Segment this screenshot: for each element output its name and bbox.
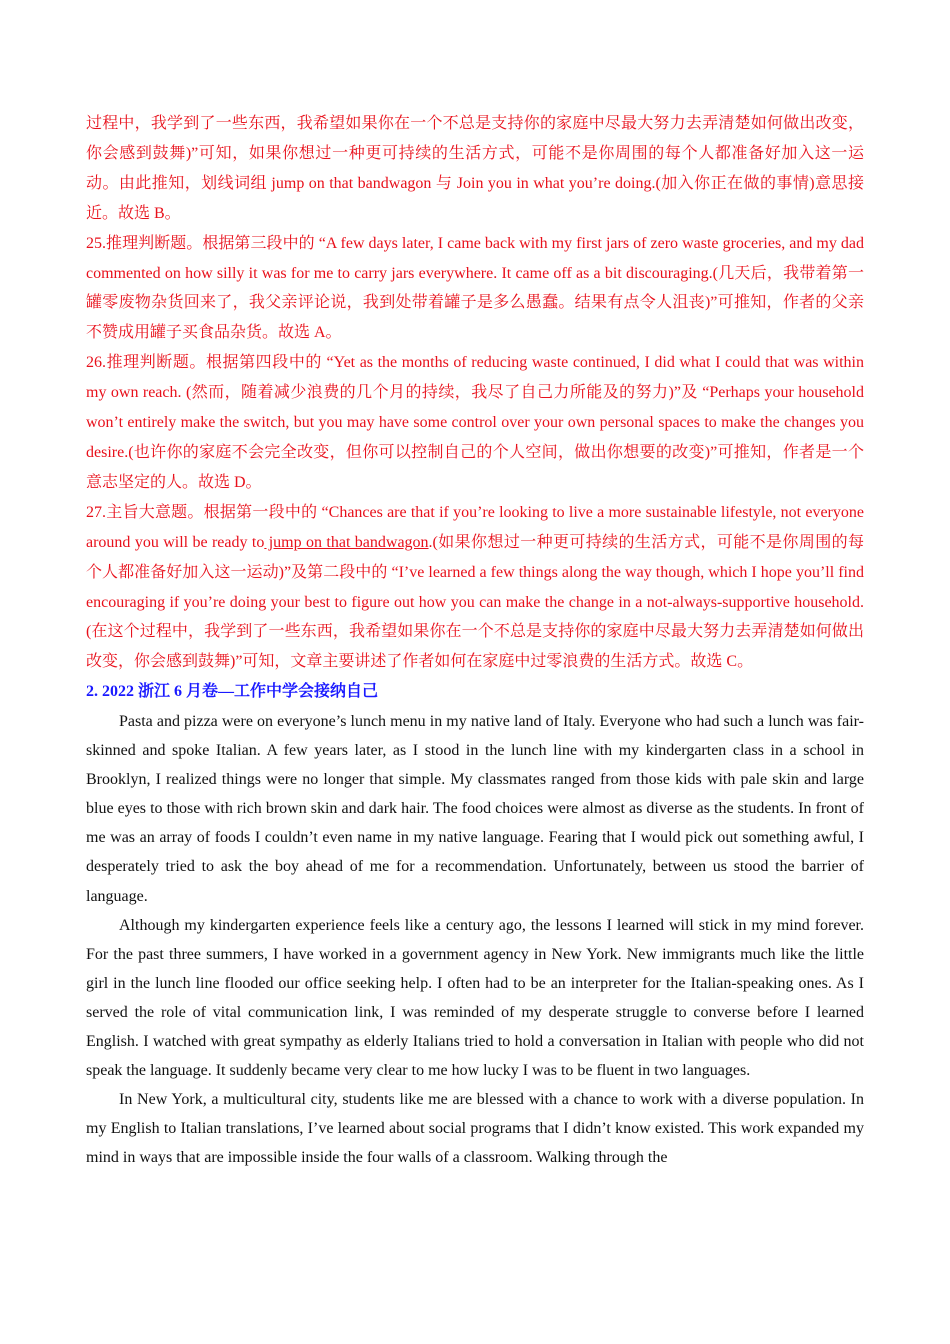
section-heading: 2. 2022 浙江 6 月卷—工作中学会接纳自己 bbox=[86, 683, 379, 701]
passage-paragraph-3: In New York, a multicultural city, students like me are blessed with a chance to work with a diverse population. In my English to Italian translations, I’ve learned about social programs that I didn’t know existed. This work expanded my mind in ways that are impossible inside the four walls of a classroom. Walking through the bbox=[86, 1090, 864, 1166]
reading-passage bbox=[86, 707, 864, 1172]
answer-27-text-after: .(如果你想过一种更可持续的生活方式，可能不是你周围的每个人都准备好加入这一运动)”及第二段中的 “I’ve learned a few things along the way though, which I hope you’ll find encouraging if you’re doing your best to figure out how you can make the change in a not-always-supportive household.(在这个过程中，我学到了一些东西，我希望如果你在一个不总是支持你的家庭中尽最大努力去弄清楚如何做出改变，你会感到鼓舞)”可知，文章主要讲述了作者如何在家庭中过零浪费的生活方式。故选 C。 bbox=[86, 533, 864, 671]
answer-24-continuation: 过程中，我学到了一些东西，我希望如果你在一个不总是支持你的家庭中尽最大努力去弄清楚如何做出改变，你会感到鼓舞)”可知，如果你想过一种更可持续的生活方式，可能不是你周围的每个人都准备好加入这一运动。由此推知，划线词组 jump on that bandwagon 与 Join you in what you’re doing.(加入你正在做的事情)意思接近。故选 B。 bbox=[86, 115, 864, 222]
answer-27 bbox=[86, 498, 864, 677]
passage-paragraph-1: Pasta and pizza were on everyone’s lunch menu in my native land of Italy. Everyone who had such a lunch was fair-skinned and spoke Italian. A few years later, as I stood in the lunch line with my kindergarten class in a school in Brooklyn, I realized things were no longer that simple. My classmates ranged from those kids with pale skin and large blue eyes to those with rich brown skin and dark hair. The food choices were almost as diverse as the students. In front of me was an array of foods I couldn’t even name in my native language. Fearing that I would pick out something awful, I desperately tried to ask the boy ahead of me for a recommendation. Unfortunately, between us stood the barrier of language. bbox=[86, 713, 864, 905]
underlined-phrase: jump on that bandwagon bbox=[264, 533, 429, 551]
answer-25: 25.推理判断题。根据第三段中的 “A few days later, I came back with my first jars of zero waste groceries, and my dad commented on how silly it was for me to carry jars everywhere. It came off as a bit discouraging.(几天后，我带着第一罐零废物杂货回来了，我父亲评论说，我到处带着罐子是多么愚蠢。结果有点令人沮丧)”可推知，作者的父亲不赞成用罐子买食品杂货。故选 A。 bbox=[86, 234, 864, 342]
passage-paragraph-2: Although my kindergarten experience feels like a century ago, the lessons I learned will stick in my mind forever. For the past three summers, I have worked in a government agency in New York. New immigrants much like the little girl in the lunch line flooded our office seeking help. I often had to be an interpreter for the Italian-speaking ones. As I served the role of vital communication link, I was reminded of my desperate struggle to converse before I learned English. I watched with great sympathy as elderly Italians tried to hold a conversation in Italian with people who did not speak the language. It suddenly became very clear to me how lucky I was to be fluent in two languages. bbox=[86, 916, 864, 1079]
answer-27-text-before: 27.主旨大意题。根据第一段中的 “Chances are that if you’re looking to live a more sustainable lifestyle, not everyone around you will be ready to bbox=[86, 503, 864, 551]
answer-explanations bbox=[86, 109, 864, 677]
answer-26: 26.推理判断题。根据第四段中的 “Yet as the months of reducing waste continued, I did what I could that was within my own reach. (然而，随着减少浪费的几个月的持续，我尽了自己力所能及的努力)”及 “Perhaps your household won’t entirely make the switch, but you may have some control over your own personal spaces to make the changes you desire.(也许你的家庭不会完全改变，但你可以控制自己的个人空间，做出你想要的改变)”可推知，作者是一个意志坚定的人。故选 D。 bbox=[86, 354, 864, 491]
